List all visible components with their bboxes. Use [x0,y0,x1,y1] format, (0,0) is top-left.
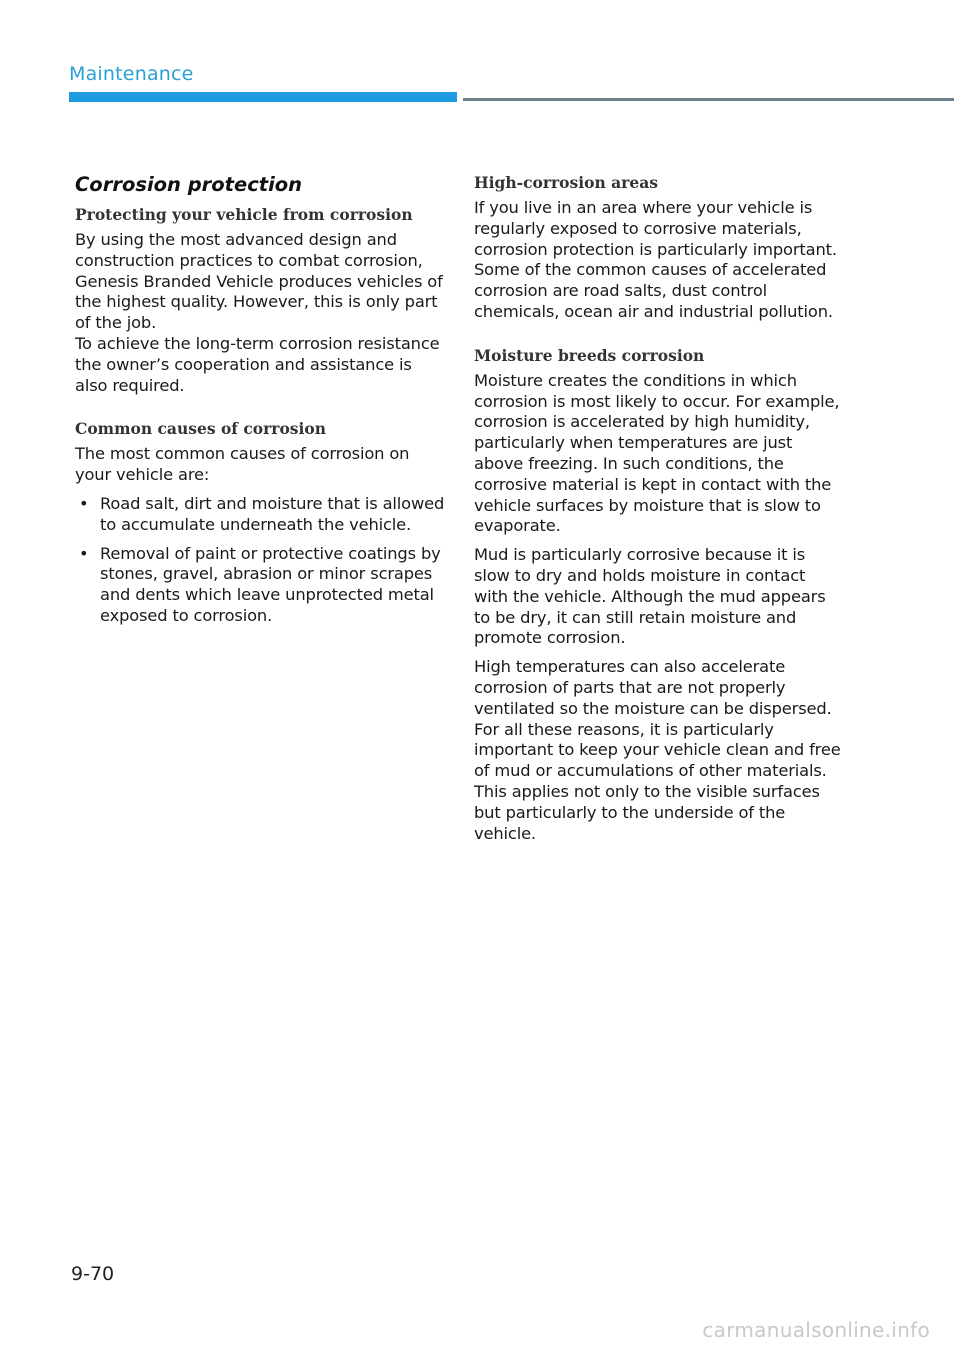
list-item-text: Road salt, dirt and moisture that is allowed to accumulate underneath the vehicle. [100,493,445,534]
paragraph: High temperatures can also accelerate corrosion of parts that are not properly ventilated so the moisture can be dispersed. For all these reasons, it is particularly important to keep your vehicle clean and free of mud or accumulations of other materials. This applies not only to the visible surfaces but particularly to the underside of the vehicle. [474,657,841,843]
page-number: 9-70 [71,1263,115,1285]
subheading-moisture: Moisture breeds corrosion [474,345,705,365]
section-title: Corrosion protection [75,173,303,196]
paragraph: To achieve the long-term corrosion resistance the owner’s cooperation and assistance is also required. [75,333,440,395]
paragraph: By using the most advanced design and construction practices to combat corrosion, Genesis Branded Vehicle produces vehicles of the highest quality. However, this is only part of the job. [75,230,443,333]
list-item [75,494,445,536]
subheading-common-causes: Common causes of corrosion [75,419,327,439]
list-item [75,544,445,627]
watermark: carmanualsonline.info [702,1318,930,1342]
header-rule-gray [463,98,954,101]
bullet-list [75,494,445,627]
paragraph: The most common causes of corrosion on your vehicle are: [75,444,410,485]
right-column [474,172,844,852]
section-label: Maintenance [69,63,194,85]
subheading-high-corrosion: High-corrosion areas [474,173,658,192]
paragraph: Mud is particularly corrosive because it is slow to dry and holds moisture in contact with the vehicle. Although the mud appears to be dry, it can still retain moisture and promote corrosion. [474,545,826,648]
bullet-icon: • [79,493,89,513]
paragraph: If you live in an area where your vehicle is regularly exposed to corrosive materials, corrosion protection is particularly important. Some of the common causes of accelerated corrosion are road salts, dust control chemicals, ocean air and industrial pollution. [474,198,837,321]
left-column [75,172,445,635]
header-rule-blue [69,92,457,102]
paragraph: Moisture creates the conditions in which corrosion is most likely to occur. For example, corrosion is accelerated by high humidity, particularly when temperatures are just above freezing. In such conditions, the corrosive material is kept in contact with the vehicle surfaces by moisture that is slow to evaporate. [474,370,840,536]
bullet-icon: • [79,543,89,563]
subheading-protecting: Protecting your vehicle from corrosion [75,205,413,224]
list-item-text: Removal of paint or protective coatings by stones, gravel, abrasion or minor scrapes and dents which leave unprotected metal exposed to corrosion. [100,543,441,625]
